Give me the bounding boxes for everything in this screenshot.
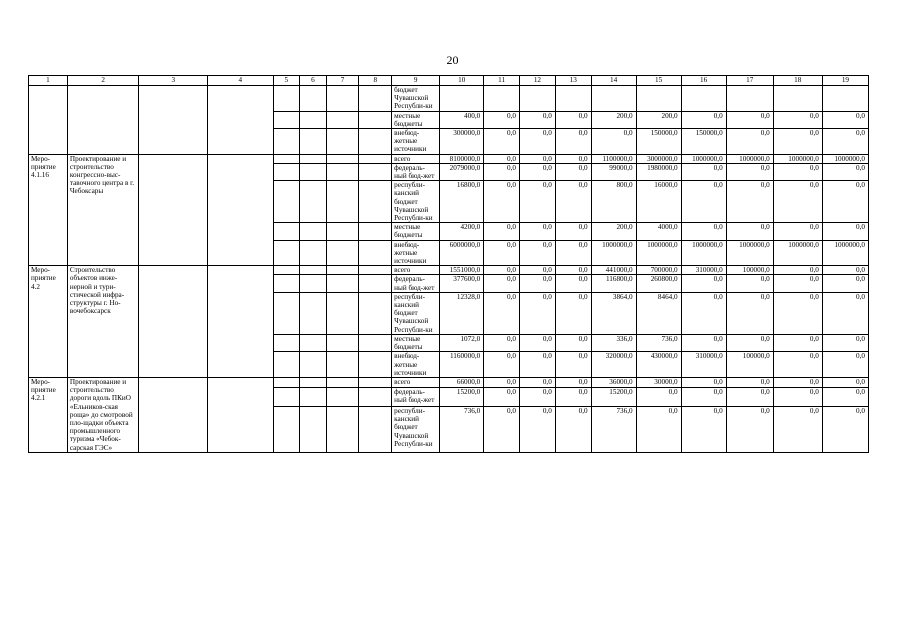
code-cell <box>300 387 327 406</box>
value-cell: 0,0 <box>726 377 773 387</box>
blank-cell <box>208 266 273 378</box>
code-cell <box>273 181 300 223</box>
value-cell: 0,0 <box>520 352 556 378</box>
value-cell: 0,0 <box>555 377 591 387</box>
code-cell <box>300 334 327 351</box>
value-cell: 36000,0 <box>591 377 636 387</box>
funding-source-cell: федераль-ный бюд-жет <box>392 163 440 180</box>
code-cell <box>300 292 327 334</box>
value-cell: 0,0 <box>555 292 591 334</box>
value-cell: 0,0 <box>681 223 726 240</box>
value-cell: 1000000,0 <box>773 154 822 163</box>
code-cell <box>359 406 392 452</box>
code-cell <box>326 223 359 240</box>
code-cell <box>300 163 327 180</box>
code-cell <box>359 240 392 266</box>
column-number: 10 <box>440 76 484 86</box>
value-cell: 0,0 <box>773 181 822 223</box>
code-cell <box>326 181 359 223</box>
code-cell <box>359 163 392 180</box>
code-cell <box>273 275 300 292</box>
table-row <box>29 266 869 275</box>
code-cell <box>300 406 327 452</box>
value-cell: 16000,0 <box>636 181 681 223</box>
measure-id-cell: Меро-приятие 4.2.1 <box>29 377 68 452</box>
code-cell <box>300 352 327 378</box>
value-cell: 0,0 <box>822 111 868 128</box>
code-cell <box>300 86 327 112</box>
value-cell: 0,0 <box>555 129 591 155</box>
value-cell: 0,0 <box>520 129 556 155</box>
value-cell: 0,0 <box>555 352 591 378</box>
code-cell <box>326 292 359 334</box>
value-cell: 3864,0 <box>591 292 636 334</box>
value-cell: 736,0 <box>591 406 636 452</box>
funding-source-cell: внебюд-жетные источники <box>392 240 440 266</box>
value-cell: 0,0 <box>822 406 868 452</box>
code-cell <box>359 86 392 112</box>
value-cell: 336,0 <box>591 334 636 351</box>
value-cell: 0,0 <box>681 377 726 387</box>
value-cell: 1000000,0 <box>822 154 868 163</box>
value-cell: 0,0 <box>822 223 868 240</box>
column-number: 13 <box>555 76 591 86</box>
value-cell: 800,0 <box>591 181 636 223</box>
value-cell: 0,0 <box>555 266 591 275</box>
value-cell: 0,0 <box>555 154 591 163</box>
value-cell: 0,0 <box>681 111 726 128</box>
value-cell: 0,0 <box>484 223 520 240</box>
value-cell: 0,0 <box>773 334 822 351</box>
value-cell: 0,0 <box>822 334 868 351</box>
value-cell: 0,0 <box>484 387 520 406</box>
value-cell: 310000,0 <box>681 266 726 275</box>
value-cell: 0,0 <box>822 163 868 180</box>
value-cell: 0,0 <box>822 129 868 155</box>
measure-title-cell: Проектирование и строительство дороги вдоль ПКиО «Ельников-ская роща» до смотровой пло-щадки объекта промышленного туризма «Чебок-сарская ГЭС» <box>67 377 139 452</box>
value-cell <box>726 86 773 112</box>
value-cell: 1072,0 <box>440 334 484 351</box>
value-cell: 0,0 <box>822 181 868 223</box>
blank-cell <box>208 154 273 266</box>
measure-title-cell: Строительство объектов инже-нерной и тури-стической инфра-структуры г. Но-вочебоксарск <box>67 266 139 378</box>
value-cell: 100000,0 <box>726 352 773 378</box>
value-cell: 1980000,0 <box>636 163 681 180</box>
column-number: 8 <box>359 76 392 86</box>
value-cell: 3000000,0 <box>636 154 681 163</box>
value-cell: 0,0 <box>822 292 868 334</box>
value-cell: 2079000,0 <box>440 163 484 180</box>
value-cell: 0,0 <box>773 292 822 334</box>
code-cell <box>300 181 327 223</box>
value-cell: 0,0 <box>773 129 822 155</box>
code-cell <box>273 163 300 180</box>
code-cell <box>273 86 300 112</box>
code-cell <box>359 387 392 406</box>
value-cell: 0,0 <box>555 387 591 406</box>
value-cell: 441000,0 <box>591 266 636 275</box>
funding-source-cell: внебюд-жетные источники <box>392 129 440 155</box>
blank-cell <box>139 154 208 266</box>
value-cell: 0,0 <box>726 129 773 155</box>
value-cell: 1000000,0 <box>773 240 822 266</box>
funding-source-cell: всего <box>392 266 440 275</box>
value-cell: 0,0 <box>520 292 556 334</box>
value-cell: 0,0 <box>484 406 520 452</box>
funding-source-cell: федераль-ный бюд-жет <box>392 387 440 406</box>
value-cell: 8100000,0 <box>440 154 484 163</box>
column-number: 15 <box>636 76 681 86</box>
value-cell <box>636 86 681 112</box>
measure-id-cell: Меро-приятие 4.1.16 <box>29 154 68 266</box>
code-cell <box>326 111 359 128</box>
value-cell: 0,0 <box>484 275 520 292</box>
value-cell: 8464,0 <box>636 292 681 334</box>
value-cell: 0,0 <box>726 275 773 292</box>
value-cell: 0,0 <box>726 292 773 334</box>
value-cell: 0,0 <box>773 223 822 240</box>
code-cell <box>300 129 327 155</box>
column-number: 6 <box>300 76 327 86</box>
value-cell: 0,0 <box>484 377 520 387</box>
code-cell <box>359 334 392 351</box>
value-cell: 0,0 <box>520 275 556 292</box>
code-cell <box>326 129 359 155</box>
column-number: 18 <box>773 76 822 86</box>
code-cell <box>273 129 300 155</box>
funding-source-cell: всего <box>392 377 440 387</box>
value-cell: 1000000,0 <box>726 154 773 163</box>
code-cell <box>359 181 392 223</box>
value-cell: 200,0 <box>591 111 636 128</box>
funding-source-cell: местные бюджеты <box>392 111 440 128</box>
value-cell: 0,0 <box>555 334 591 351</box>
code-cell <box>359 377 392 387</box>
code-cell <box>273 154 300 163</box>
value-cell: 0,0 <box>773 377 822 387</box>
value-cell: 4200,0 <box>440 223 484 240</box>
value-cell: 12328,0 <box>440 292 484 334</box>
column-number-row <box>29 76 869 86</box>
value-cell: 0,0 <box>555 111 591 128</box>
funding-source-cell: внебюд-жетные источники <box>392 352 440 378</box>
code-cell <box>359 292 392 334</box>
code-cell <box>273 352 300 378</box>
value-cell: 0,0 <box>520 111 556 128</box>
value-cell: 0,0 <box>822 266 868 275</box>
code-cell <box>326 387 359 406</box>
value-cell <box>591 86 636 112</box>
column-number: 9 <box>392 76 440 86</box>
funding-source-cell: местные бюджеты <box>392 334 440 351</box>
value-cell: 0,0 <box>520 163 556 180</box>
value-cell: 1160000,0 <box>440 352 484 378</box>
value-cell: 0,0 <box>484 240 520 266</box>
code-cell <box>326 154 359 163</box>
blank-cell <box>208 377 273 452</box>
value-cell: 0,0 <box>726 334 773 351</box>
value-cell: 0,0 <box>636 406 681 452</box>
value-cell: 1000000,0 <box>681 154 726 163</box>
value-cell: 0,0 <box>520 387 556 406</box>
value-cell: 0,0 <box>726 163 773 180</box>
value-cell: 0,0 <box>773 387 822 406</box>
value-cell: 0,0 <box>555 275 591 292</box>
value-cell: 0,0 <box>520 334 556 351</box>
value-cell: 1000000,0 <box>636 240 681 266</box>
value-cell: 0,0 <box>520 406 556 452</box>
value-cell: 0,0 <box>484 334 520 351</box>
blank-cell <box>67 86 139 155</box>
value-cell: 700000,0 <box>636 266 681 275</box>
value-cell: 15200,0 <box>440 387 484 406</box>
code-cell <box>300 111 327 128</box>
value-cell: 99000,0 <box>591 163 636 180</box>
code-cell <box>273 223 300 240</box>
table-row <box>29 377 869 387</box>
value-cell: 0,0 <box>484 266 520 275</box>
measure-id-cell: Меро-приятие 4.2 <box>29 266 68 378</box>
code-cell <box>326 377 359 387</box>
value-cell: 400,0 <box>440 111 484 128</box>
value-cell: 0,0 <box>484 163 520 180</box>
funding-source-cell: республи-канский бюджет Чувашской Республи-ки <box>392 406 440 452</box>
column-number: 2 <box>67 76 139 86</box>
value-cell <box>555 86 591 112</box>
code-cell <box>273 240 300 266</box>
code-cell <box>326 266 359 275</box>
code-cell <box>300 154 327 163</box>
code-cell <box>300 240 327 266</box>
value-cell <box>520 86 556 112</box>
value-cell: 150000,0 <box>636 129 681 155</box>
code-cell <box>359 266 392 275</box>
value-cell: 0,0 <box>773 275 822 292</box>
funding-source-cell: республи-канский бюджет Чувашской Республи-ки <box>392 181 440 223</box>
blank-cell <box>139 86 208 155</box>
value-cell: 0,0 <box>636 387 681 406</box>
value-cell: 0,0 <box>520 266 556 275</box>
value-cell: 116800,0 <box>591 275 636 292</box>
column-number: 16 <box>681 76 726 86</box>
value-cell: 1000000,0 <box>726 240 773 266</box>
value-cell: 200,0 <box>591 223 636 240</box>
code-cell <box>326 406 359 452</box>
value-cell: 0,0 <box>555 181 591 223</box>
value-cell: 0,0 <box>726 387 773 406</box>
code-cell <box>273 377 300 387</box>
value-cell: 320000,0 <box>591 352 636 378</box>
value-cell: 0,0 <box>726 111 773 128</box>
value-cell: 200,0 <box>636 111 681 128</box>
value-cell: 0,0 <box>773 406 822 452</box>
funding-source-cell: всего <box>392 154 440 163</box>
code-cell <box>326 240 359 266</box>
code-cell <box>273 406 300 452</box>
value-cell: 1551000,0 <box>440 266 484 275</box>
column-number: 7 <box>326 76 359 86</box>
value-cell <box>440 86 484 112</box>
column-number: 11 <box>484 76 520 86</box>
value-cell: 0,0 <box>822 377 868 387</box>
value-cell: 6000000,0 <box>440 240 484 266</box>
value-cell: 0,0 <box>822 352 868 378</box>
blank-cell <box>29 86 68 155</box>
value-cell: 0,0 <box>681 181 726 223</box>
value-cell <box>822 86 868 112</box>
value-cell: 300000,0 <box>440 129 484 155</box>
value-cell: 0,0 <box>484 181 520 223</box>
code-cell <box>326 352 359 378</box>
funding-source-cell: республи-канский бюджет Чувашской Республи-ки <box>392 292 440 334</box>
code-cell <box>273 334 300 351</box>
measure-title-cell: Проектирование и строительство конгрессно-выс-тавочного центра в г. Чебоксары <box>67 154 139 266</box>
code-cell <box>300 266 327 275</box>
value-cell: 66000,0 <box>440 377 484 387</box>
column-number: 12 <box>520 76 556 86</box>
value-cell: 260800,0 <box>636 275 681 292</box>
value-cell: 1000000,0 <box>822 240 868 266</box>
value-cell <box>484 86 520 112</box>
value-cell: 0,0 <box>726 181 773 223</box>
column-number: 19 <box>822 76 868 86</box>
value-cell <box>773 86 822 112</box>
code-cell <box>273 292 300 334</box>
value-cell: 0,0 <box>681 163 726 180</box>
value-cell: 0,0 <box>484 111 520 128</box>
code-cell <box>300 377 327 387</box>
code-cell <box>326 334 359 351</box>
value-cell: 0,0 <box>484 352 520 378</box>
value-cell: 0,0 <box>773 266 822 275</box>
value-cell: 0,0 <box>484 292 520 334</box>
value-cell: 377600,0 <box>440 275 484 292</box>
value-cell: 0,0 <box>681 387 726 406</box>
table-body <box>29 76 869 453</box>
value-cell: 0,0 <box>822 387 868 406</box>
column-number: 14 <box>591 76 636 86</box>
value-cell: 0,0 <box>520 181 556 223</box>
table-row <box>29 86 869 112</box>
value-cell: 1100000,0 <box>591 154 636 163</box>
value-cell: 4000,0 <box>636 223 681 240</box>
funding-source-cell: бюджет Чувашской Республи-ки <box>392 86 440 112</box>
code-cell <box>359 111 392 128</box>
column-number: 17 <box>726 76 773 86</box>
code-cell <box>273 111 300 128</box>
code-cell <box>300 223 327 240</box>
funding-source-cell: федераль-ный бюд-жет <box>392 275 440 292</box>
value-cell: 0,0 <box>726 223 773 240</box>
value-cell: 0,0 <box>555 240 591 266</box>
value-cell: 0,0 <box>681 275 726 292</box>
value-cell: 310000,0 <box>681 352 726 378</box>
budget-table <box>28 75 869 453</box>
value-cell: 1000000,0 <box>591 240 636 266</box>
column-number: 1 <box>29 76 68 86</box>
column-number: 5 <box>273 76 300 86</box>
page-number: 20 <box>446 53 459 67</box>
value-cell: 0,0 <box>555 406 591 452</box>
code-cell <box>359 352 392 378</box>
value-cell: 100000,0 <box>726 266 773 275</box>
value-cell: 0,0 <box>773 111 822 128</box>
value-cell: 15200,0 <box>591 387 636 406</box>
code-cell <box>326 275 359 292</box>
value-cell: 150000,0 <box>681 129 726 155</box>
value-cell: 0,0 <box>520 377 556 387</box>
value-cell: 430000,0 <box>636 352 681 378</box>
value-cell: 0,0 <box>591 129 636 155</box>
value-cell: 0,0 <box>822 275 868 292</box>
code-cell <box>359 129 392 155</box>
value-cell: 30000,0 <box>636 377 681 387</box>
funding-source-cell: местные бюджеты <box>392 223 440 240</box>
code-cell <box>359 154 392 163</box>
blank-cell <box>139 377 208 452</box>
value-cell: 736,0 <box>636 334 681 351</box>
value-cell: 0,0 <box>520 154 556 163</box>
value-cell: 0,0 <box>520 223 556 240</box>
value-cell: 0,0 <box>520 240 556 266</box>
value-cell: 0,0 <box>484 129 520 155</box>
value-cell: 0,0 <box>484 154 520 163</box>
code-cell <box>273 266 300 275</box>
value-cell: 0,0 <box>726 406 773 452</box>
code-cell <box>359 223 392 240</box>
code-cell <box>273 387 300 406</box>
column-number: 3 <box>139 76 208 86</box>
value-cell: 0,0 <box>773 163 822 180</box>
table-row <box>29 154 869 163</box>
value-cell: 0,0 <box>555 163 591 180</box>
value-cell: 0,0 <box>681 406 726 452</box>
value-cell: 16800,0 <box>440 181 484 223</box>
value-cell: 1000000,0 <box>681 240 726 266</box>
value-cell: 736,0 <box>440 406 484 452</box>
code-cell <box>359 275 392 292</box>
value-cell: 0,0 <box>681 334 726 351</box>
code-cell <box>326 86 359 112</box>
code-cell <box>300 275 327 292</box>
blank-cell <box>208 86 273 155</box>
blank-cell <box>139 266 208 378</box>
value-cell: 0,0 <box>681 292 726 334</box>
value-cell: 0,0 <box>773 352 822 378</box>
code-cell <box>326 163 359 180</box>
value-cell <box>681 86 726 112</box>
value-cell: 0,0 <box>555 223 591 240</box>
column-number: 4 <box>208 76 273 86</box>
